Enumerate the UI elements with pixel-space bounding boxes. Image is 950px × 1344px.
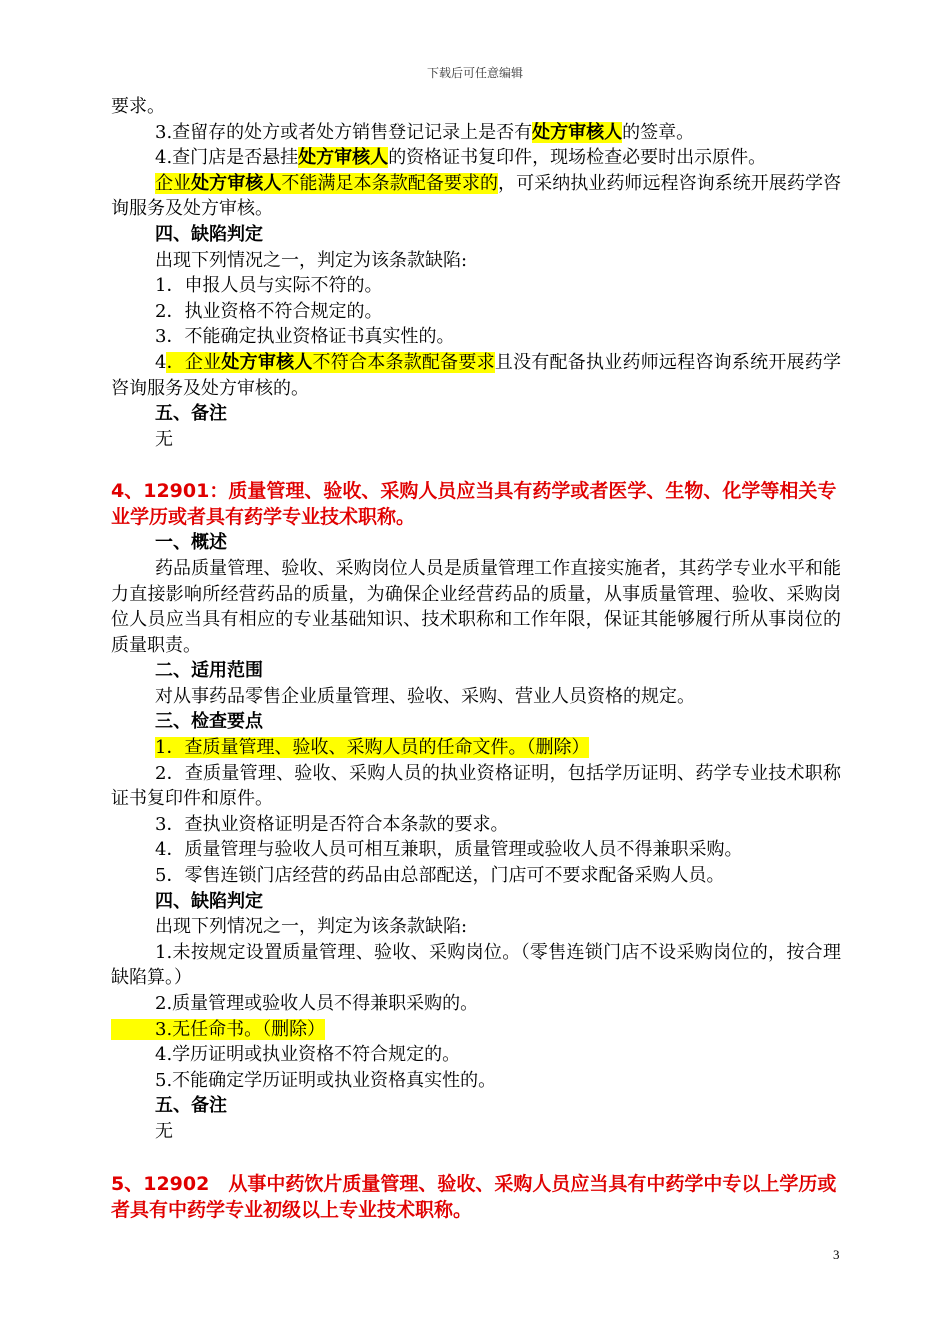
section-title: 五、备注 bbox=[155, 1095, 227, 1117]
check-item bbox=[111, 735, 841, 761]
check-item: 3．查执业资格证明是否符合本条款的要求。 bbox=[155, 813, 509, 835]
highlighted-term: 处方审核人 bbox=[221, 351, 313, 373]
section-title: 一、概述 bbox=[155, 532, 227, 554]
section-title: 五、备注 bbox=[155, 403, 227, 425]
defect-item: 4.学历证明或执业资格不符合规定的。 bbox=[155, 1044, 461, 1066]
page-number: 3 bbox=[833, 1247, 840, 1262]
highlighted-text: 3.无任命书。（删除） bbox=[111, 1019, 325, 1040]
highlighted-text: ．企业 bbox=[166, 351, 222, 373]
document-body bbox=[111, 94, 841, 1223]
section-title: 四、缺陷判定 bbox=[155, 890, 263, 912]
highlighted-term: 处方审核人 bbox=[191, 172, 282, 194]
check-item-3 bbox=[111, 120, 841, 146]
highlighted-text: 不符合本条款配备要求 bbox=[312, 351, 495, 373]
text-run: 4 bbox=[155, 351, 167, 373]
highlighted-term: 处方审核人 bbox=[298, 147, 389, 169]
text-run: 的资格证书复印件，现场检查必要时出示原件。 bbox=[388, 147, 767, 169]
section-title: 四、缺陷判定 bbox=[155, 223, 263, 245]
paragraph: 要求。 bbox=[111, 96, 165, 117]
highlighted-text: 不能满足本条款配备要求的 bbox=[281, 172, 499, 194]
defect-item: 1．申报人员与实际不符的。 bbox=[155, 275, 383, 297]
defect-item: 1.未按规定设置质量管理、验收、采购岗位。（零售连锁门店不设采购岗位的，按合理缺陷算。） bbox=[111, 941, 841, 989]
defect-item: 2．执业资格不符合规定的。 bbox=[155, 300, 383, 322]
paragraph: 药品质量管理、验收、采购岗位人员是质量管理工作直接实施者，其药学专业水平和能力直接影响所经营药品的质量，为确保企业经营药品的质量，从事质量管理、验收、采购岗位人员应当具有相应的专业基础知识、技术职称和工作年限，保证其能够履行所从事岗位的质量职责。 bbox=[111, 557, 841, 656]
highlighted-text: 1．查质量管理、验收、采购人员的任命文件。（删除） bbox=[155, 737, 590, 759]
note-paragraph bbox=[111, 171, 841, 222]
paragraph: 对从事药品零售企业质量管理、验收、采购、营业人员资格的规定。 bbox=[155, 685, 695, 707]
highlighted-text: 企业 bbox=[155, 172, 192, 194]
text-run: ，可采纳执业药师远程咨询系统开展药学咨询服务及处方审核。 bbox=[111, 172, 842, 220]
text-run: 3.查留存的处方或者处方销售登记记录上是否有 bbox=[155, 121, 533, 143]
defect-item bbox=[111, 1017, 841, 1043]
text-run: 4.查门店是否悬挂 bbox=[155, 147, 299, 169]
check-item-4 bbox=[111, 145, 841, 171]
text-run: 且没有配备执业药师远程咨询系统开展药学咨询服务及处方审核的。 bbox=[111, 351, 842, 399]
defect-item: 2.质量管理或验收人员不得兼职采购的。 bbox=[155, 993, 479, 1014]
defect-item bbox=[111, 350, 841, 401]
article-heading: 4、12901：质量管理、验收、采购人员应当具有药学或者医学、生物、化学等相关专业学历或者具有药学专业技术职称。 bbox=[111, 480, 837, 529]
defect-item: 3．不能确定执业资格证书真实性的。 bbox=[155, 326, 455, 348]
article-heading: 5、12902 从事中药饮片质量管理、验收、采购人员应当具有中药学中专以上学历或者具有中药学专业初级以上专业技术职称。 bbox=[111, 1172, 837, 1221]
check-item: 2．查质量管理、验收、采购人员的执业资格证明，包括学历证明、药学专业技术职称证书复印件和原件。 bbox=[111, 762, 841, 810]
text-run: 的签章。 bbox=[622, 121, 695, 143]
defect-item: 5.不能确定学历证明或执业资格真实性的。 bbox=[155, 1069, 497, 1091]
paragraph: 出现下列情况之一，判定为该条款缺陷: bbox=[155, 249, 468, 271]
section-title: 三、检查要点 bbox=[155, 711, 263, 733]
section-title: 二、适用范围 bbox=[155, 660, 263, 682]
check-item: 4．质量管理与验收人员可相互兼职，质量管理或验收人员不得兼职采购。 bbox=[155, 839, 743, 861]
check-item: 5．零售连锁门店经营的药品由总部配送，门店可不要求配备采购人员。 bbox=[155, 865, 725, 887]
highlighted-term: 处方审核人 bbox=[532, 121, 623, 143]
paragraph: 无 bbox=[155, 428, 173, 450]
paragraph: 无 bbox=[155, 1120, 173, 1142]
page-header: 下载后可任意编辑 bbox=[426, 66, 523, 80]
paragraph: 出现下列情况之一，判定为该条款缺陷: bbox=[155, 916, 468, 938]
